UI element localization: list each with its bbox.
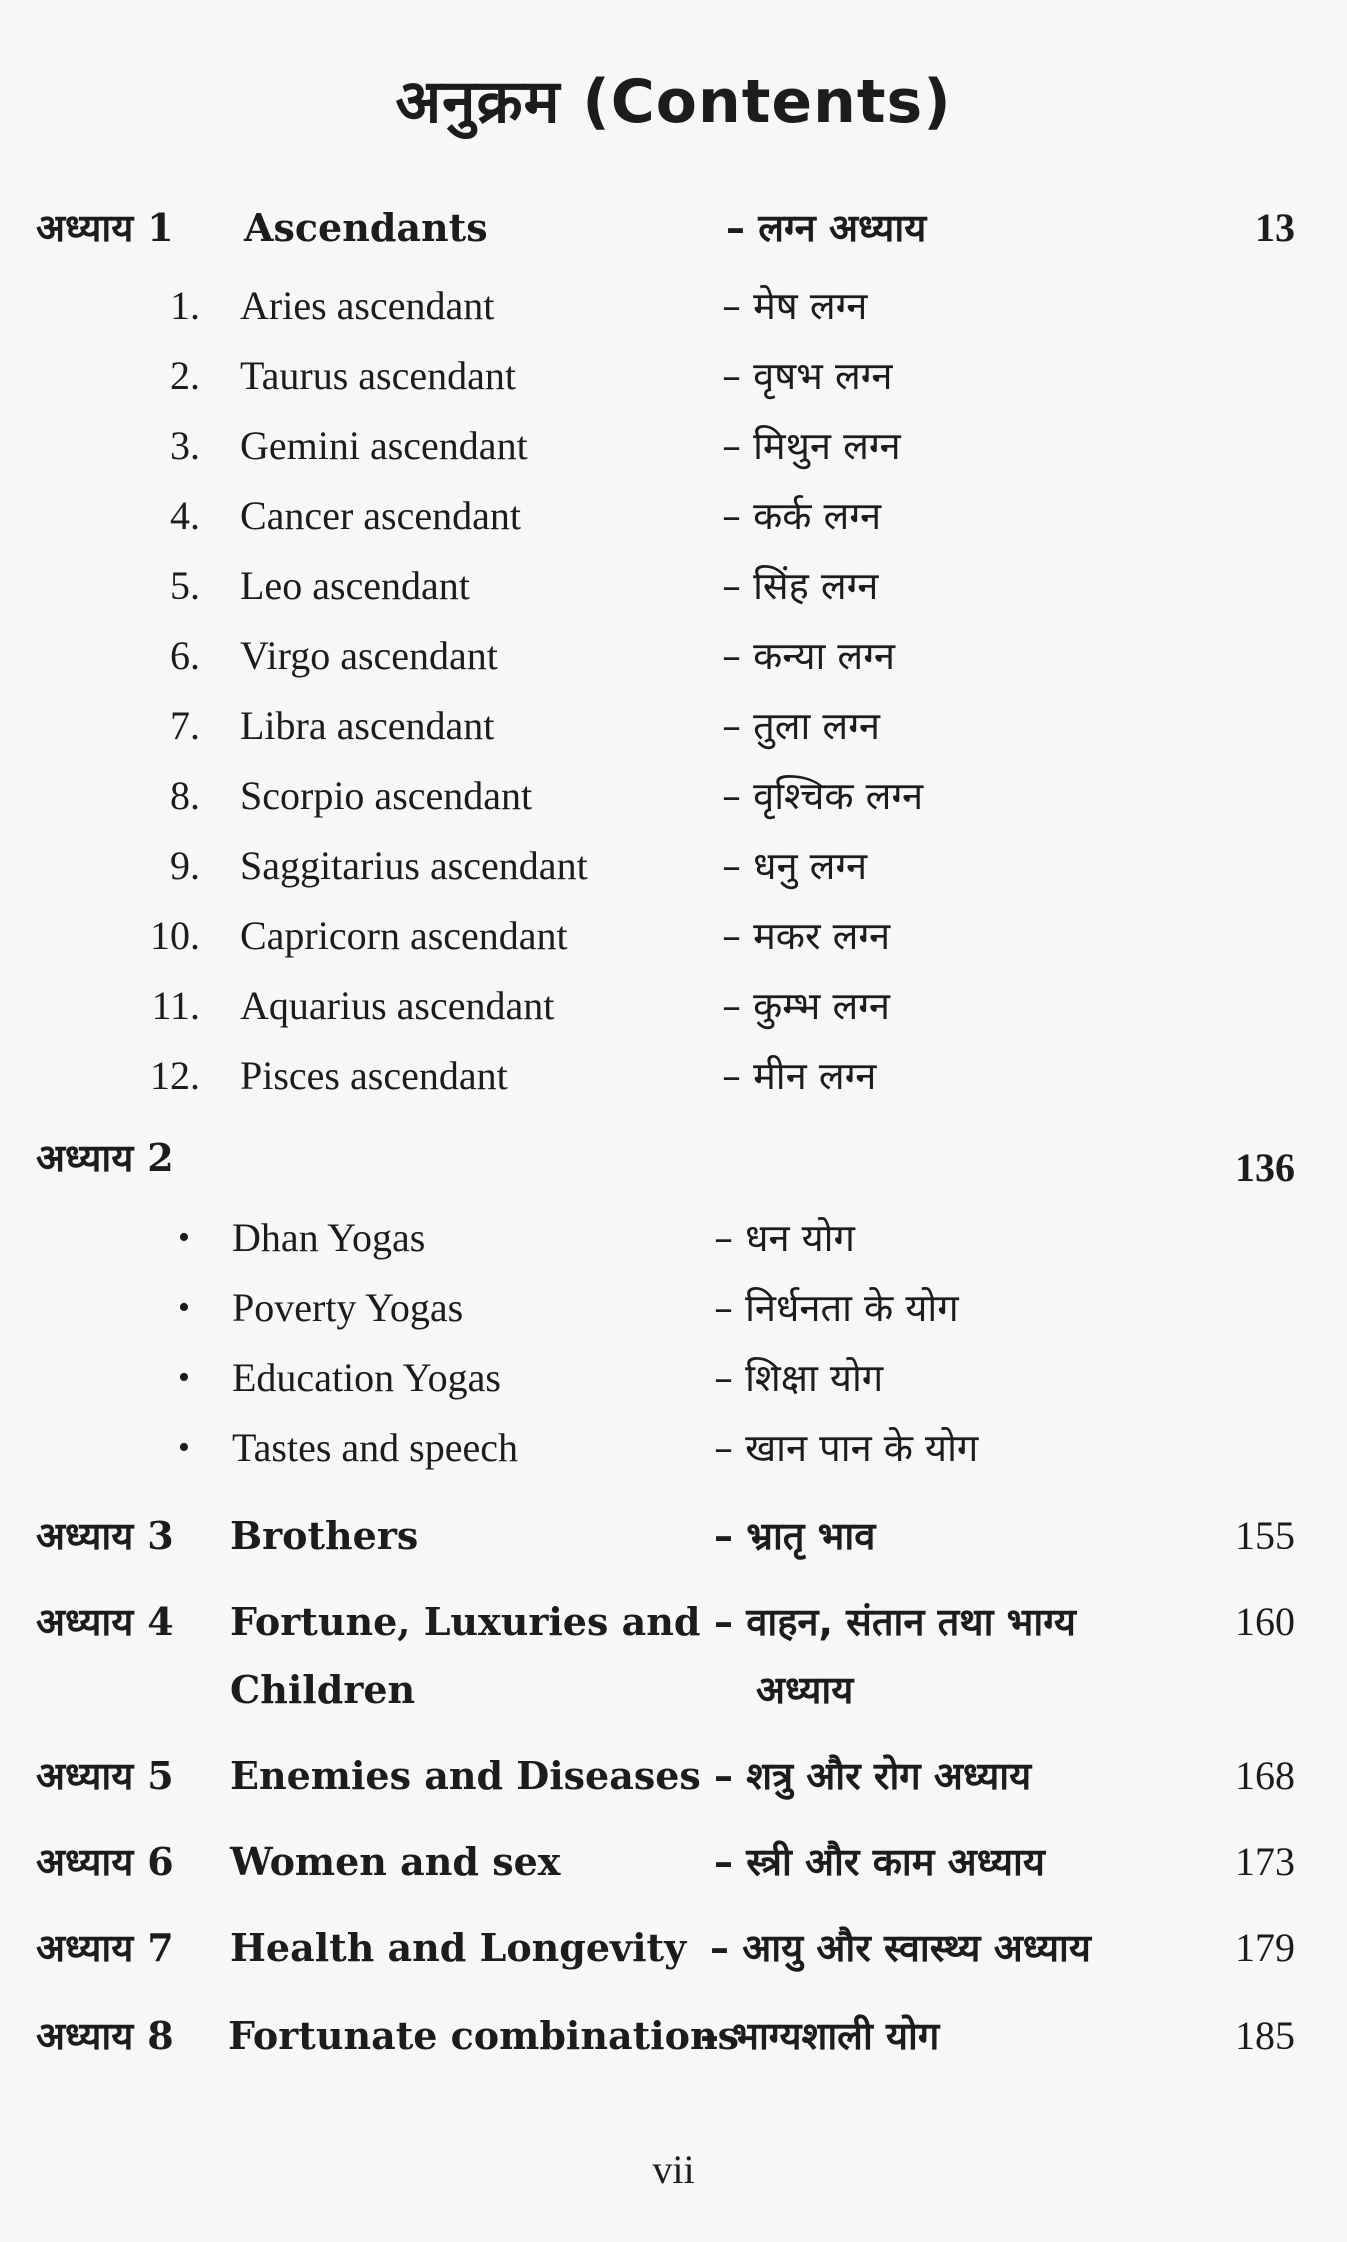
yoga-name-en: Education Yogas (232, 1355, 501, 1400)
chapter-6-row (0, 1830, 1347, 1894)
yoga-name-en: Dhan Yogas (232, 1215, 426, 1260)
ascendant-name-hi: – वृश्चिक लग्न (722, 774, 924, 818)
item-number: 10. (150, 913, 200, 958)
bullet: • (178, 1289, 190, 1326)
chapter-title-hi: – भ्रातृ भाव (714, 1514, 876, 1558)
yoga-row (0, 1206, 1347, 1270)
chapter-label: अध्याय 6 (36, 1839, 174, 1884)
chapter-title-en: Enemies and Diseases (230, 1753, 701, 1798)
item-number: 1. (170, 283, 200, 328)
chapter-label: अध्याय 2 (36, 1135, 174, 1180)
item-number: 2. (170, 353, 200, 398)
ascendant-name-en: Virgo ascendant (240, 633, 498, 678)
ascendant-name-hi: – मेष लग्न (722, 284, 868, 328)
chapter-label: अध्याय 8 (36, 2013, 174, 2058)
ascendant-row (0, 344, 1347, 408)
chapter-title-en: Fortune, Luxuries and (230, 1599, 701, 1644)
yoga-row (0, 1416, 1347, 1480)
ascendant-name-en: Scorpio ascendant (240, 773, 533, 818)
page-number: 136 (1235, 1145, 1295, 1190)
ascendant-name-en: Gemini ascendant (240, 423, 528, 468)
ascendant-row (0, 904, 1347, 968)
chapter-label: अध्याय 4 (36, 1599, 174, 1644)
ascendant-name-hi: – कुम्भ लग्न (722, 984, 890, 1028)
bullet: • (178, 1219, 190, 1256)
ascendant-name-en: Aries ascendant (240, 283, 495, 328)
yoga-name-hi: – निर्धनता के योग (714, 1286, 959, 1330)
yoga-name-hi: – खान पान के योग (714, 1426, 979, 1470)
ascendant-row (0, 274, 1347, 338)
ascendant-name-en: Aquarius ascendant (240, 983, 555, 1028)
chapter-label: अध्याय 3 (36, 1513, 174, 1558)
yoga-row (0, 1346, 1347, 1410)
chapter-5-row (0, 1744, 1347, 1808)
ascendant-row (0, 624, 1347, 688)
ascendant-name-en: Leo ascendant (240, 563, 470, 608)
chapter-title-en: Women and sex (230, 1839, 561, 1884)
yoga-name-en: Poverty Yogas (232, 1285, 464, 1330)
item-number: 7. (170, 703, 200, 748)
chapter-title-hi-cont: अध्याय (756, 1668, 854, 1712)
ascendant-name-en: Saggitarius ascendant (240, 843, 588, 888)
yoga-name-en: Tastes and speech (232, 1425, 518, 1470)
chapter-title-hi: – वाहन, संतान तथा भाग्य (714, 1600, 1076, 1644)
page-title: अनुक्रम (Contents) (395, 67, 952, 137)
ascendant-row (0, 1044, 1347, 1108)
chapter-label: अध्याय 7 (36, 1925, 174, 1970)
ascendant-name-hi: – कर्क लग्न (722, 494, 882, 538)
ascendant-name-hi: – वृषभ लग्न (722, 354, 893, 398)
ascendant-row (0, 554, 1347, 618)
page-footer-number: vii (652, 2147, 695, 2192)
chapter-label: अध्याय 1 (36, 205, 174, 250)
ascendant-row (0, 834, 1347, 898)
page-number: 155 (1235, 1513, 1295, 1558)
item-number: 3. (170, 423, 200, 468)
ascendant-row (0, 974, 1347, 1038)
chapter-title-hi: – आयु और स्वास्थ्य अध्याय (710, 1926, 1091, 1970)
ascendant-name-en: Pisces ascendant (240, 1053, 508, 1098)
ascendant-row (0, 484, 1347, 548)
chapter-7-row (0, 1916, 1347, 1980)
ascendant-row (0, 694, 1347, 758)
chapter-title-hi: – लग्न अध्याय (726, 206, 927, 250)
chapter-title-en: Fortunate combinations (228, 2013, 739, 2058)
item-number: 12. (150, 1053, 200, 1098)
item-number: 6. (170, 633, 200, 678)
ascendant-name-hi: – मिथुन लग्न (722, 424, 901, 468)
ascendant-row (0, 764, 1347, 828)
item-number: 8. (170, 773, 200, 818)
page-number: 13 (1255, 205, 1295, 250)
yoga-name-hi: – शिक्षा योग (714, 1356, 884, 1400)
chapter-title-en-cont: Children (230, 1667, 416, 1712)
bullet: • (178, 1429, 190, 1466)
ascendant-name-en: Cancer ascendant (240, 493, 521, 538)
ascendant-name-en: Capricorn ascendant (240, 913, 568, 958)
yoga-name-hi: – धन योग (714, 1216, 855, 1260)
ascendant-name-hi: – सिंह लग्न (722, 564, 879, 608)
page-number: 168 (1235, 1753, 1295, 1798)
chapter-4-continuation (0, 1658, 1347, 1722)
chapter-title-hi: – भाग्यशाली योग (700, 2014, 940, 2058)
ascendant-name-hi: – कन्या लग्न (722, 634, 895, 678)
chapter-title-hi: – स्त्री और काम अध्याय (714, 1840, 1045, 1884)
item-number: 9. (170, 843, 200, 888)
page-number: 160 (1235, 1599, 1295, 1644)
page-number: 173 (1235, 1839, 1295, 1884)
chapter-4-row (0, 1590, 1347, 1654)
page-number: 179 (1235, 1925, 1295, 1970)
page-number: 185 (1235, 2013, 1295, 2058)
chapter-title-en: Health and Longevity (230, 1925, 687, 1970)
ascendant-name-hi: – तुला लग्न (722, 704, 880, 748)
ascendant-name-en: Libra ascendant (240, 703, 495, 748)
chapter-2-row (0, 1126, 1347, 1190)
ascendant-name-hi: – मीन लग्न (722, 1054, 877, 1098)
ascendant-name-en: Taurus ascendant (240, 353, 516, 398)
item-number: 5. (170, 563, 200, 608)
ascendant-row (0, 414, 1347, 478)
yoga-row (0, 1276, 1347, 1340)
bullet: • (178, 1359, 190, 1396)
chapter-title-en: Ascendants (244, 205, 488, 250)
chapter-8-row (0, 2004, 1347, 2068)
chapter-3-row (0, 1504, 1347, 1568)
item-number: 11. (151, 983, 200, 1028)
ascendant-name-hi: – मकर लग्न (722, 914, 891, 958)
chapter-title-en: Brothers (230, 1513, 419, 1558)
item-number: 4. (170, 493, 200, 538)
chapter-title-hi: – शत्रु और रोग अध्याय (714, 1754, 1032, 1798)
chapter-label: अध्याय 5 (36, 1753, 174, 1798)
ascendant-name-hi: – धनु लग्न (722, 844, 868, 888)
chapter-1-row (0, 196, 1347, 260)
